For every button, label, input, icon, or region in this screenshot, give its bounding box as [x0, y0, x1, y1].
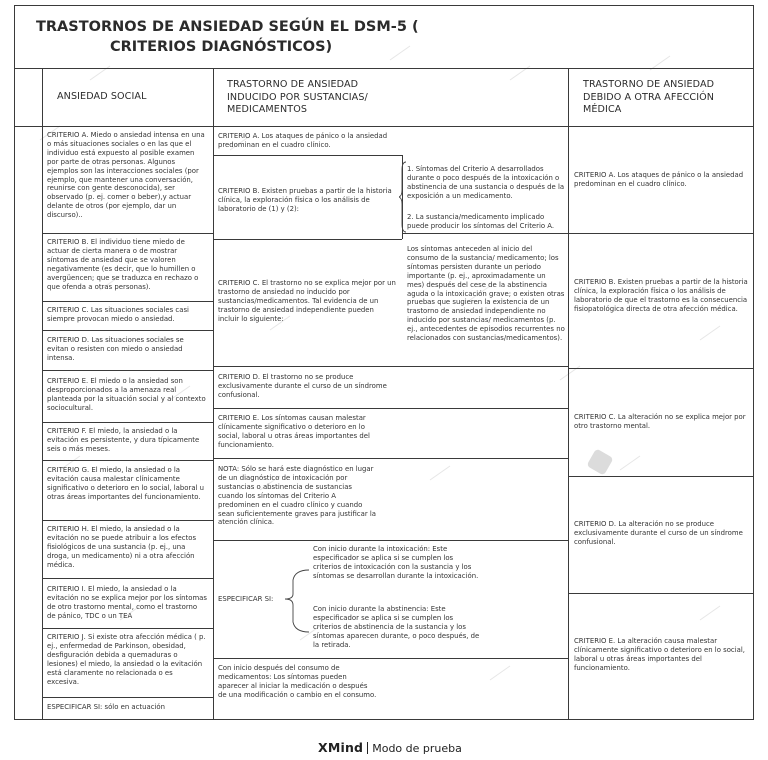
page-title — [36, 17, 456, 57]
brace-icon — [283, 568, 311, 634]
substance-criterio-a: CRITERIO A. Los ataques de pánico o la ansiedad predominan en el cuadro clínico. — [218, 132, 388, 149]
social-criterio-b: CRITERIO B. El individuo tiene miedo de actuar de cierta manera o de mostrar síntomas de ansiedad que se valoren negativamente (es decir, que lo humillen o avergüencen; que se traduzca en rechazo o que ofenda a otras personas). — [47, 238, 199, 291]
substance-especificar-item-1: Con inicio durante la intoxicación: Este especificador se aplica si se cumplen los criterios de intoxicación con la sustancia y los síntomas se desarrollan durante la intoxicación. — [313, 545, 479, 580]
substance-criterio-d: CRITERIO D. El trastorno no se produce exclusivamente durante el curso de un síndrome confusional. — [218, 373, 387, 399]
header-line: DEBIDO A OTRA AFECCIÓN — [583, 91, 715, 103]
divider — [402, 233, 568, 234]
substance-criterio-b: CRITERIO B. Existen pruebas a partir de la historia clínica, la exploración física o los análisis de laboratorio de (1) y (2): — [218, 187, 392, 213]
divider — [42, 628, 213, 629]
divider — [42, 301, 213, 302]
divider — [568, 368, 754, 369]
divider — [14, 126, 754, 127]
header-line: MÉDICA — [583, 104, 622, 115]
divider — [42, 578, 213, 579]
title-line-1: TRASTORNOS DE ANSIEDAD SEGÚN EL DSM-5 ( — [36, 19, 419, 35]
medical-criterio-d: CRITERIO D. La alteración no se produce exclusivamente durante el curso de un síndrome confusional. — [574, 520, 743, 546]
divider — [213, 239, 402, 240]
trial-mode-label: Modo de prueba — [372, 742, 462, 755]
header-line: TRASTORNO DE ANSIEDAD — [227, 79, 359, 90]
social-criterio-d: CRITERIO D. Las situaciones sociales se evitan o resisten con miedo o ansiedad intensa. — [47, 336, 184, 362]
social-criterio-g: CRITERIO G. El miedo, la ansiedad o la evitación causa malestar clínicamente significativo o deterioro en lo social, laboral u otras áreas importantes del funcionamiento. — [47, 466, 205, 501]
divider — [213, 366, 568, 367]
header-line: TRASTORNO DE ANSIEDAD — [583, 79, 715, 90]
medical-criterio-e: CRITERIO E. La alteración causa malestar clínicamente significativo o deterioro en lo social, laboral u otras áreas importantes del funcionamiento. — [574, 637, 745, 672]
divider — [14, 68, 754, 69]
divider — [213, 658, 568, 659]
social-criterio-e: CRITERIO E. El miedo o la ansiedad son desproporcionados a la amenaza real planteada por la situación social y al contexto sociocultural. — [47, 377, 206, 412]
substance-criterio-e: CRITERIO E. Los síntomas causan malestar clínicamente significativo o deterioro en lo social, laboral u otras áreas importantes del funcionamiento. — [218, 414, 370, 449]
divider — [568, 68, 569, 720]
divider — [42, 68, 43, 720]
substance-especificar-item-2: Con inicio durante la abstinencia: Este especificador se aplica si se cumplen los criterios de abstinencia de la sustancia y los síntomas aparecen durante, o poco después, de la retirada. — [313, 605, 480, 649]
brace-icon — [399, 160, 407, 234]
header-line: MEDICAMENTOS — [227, 104, 308, 115]
footer — [318, 740, 462, 755]
substance-nota: NOTA: Sólo se hará este diagnóstico en lugar de un diagnóstico de intoxicación por sustancias o abstinencia de sustancias cuando los síntomas del Criterio A predominen en el cuadro clínico y cuando sean suficientemente graves para justificar la atención clínica. — [218, 465, 376, 527]
header-substance-induced — [227, 79, 407, 117]
divider — [213, 408, 568, 409]
footer-separator — [367, 742, 368, 754]
substance-criterio-b-item-2: 2. La sustancia/medicamento implicado puede producir los síntomas del Criterio A. — [407, 213, 555, 230]
social-criterio-f: CRITERIO F. El miedo, la ansiedad o la evitación es persistente, y dura típicamente seis o más meses. — [47, 427, 200, 453]
divider — [213, 68, 214, 720]
title-line-2: CRITERIOS DIAGNÓSTICOS) — [110, 39, 333, 55]
social-criterio-c: CRITERIO C. Las situaciones sociales casi siempre provocan miedo o ansiedad. — [47, 306, 189, 323]
medical-criterio-b: CRITERIO B. Existen pruebas a partir de la historia clínica, la exploración física o los análisis de laboratorio de que el trastorno es la consecuencia fisiopatológica directa de otra afección médica. — [574, 278, 748, 313]
xmind-brand: XMind — [318, 740, 364, 755]
divider — [213, 458, 568, 459]
divider — [42, 460, 213, 461]
medical-criterio-a: CRITERIO A. Los ataques de pánico o la ansiedad predominan en el cuadro clínico. — [574, 171, 744, 188]
divider — [568, 476, 754, 477]
substance-inicio: Con inicio después del consumo de medicamentos: Los síntomas pueden aparecer al iniciar la medicación o después de una modificación o cambio en el consumo. — [218, 664, 377, 699]
social-especificar: ESPECIFICAR SI: sólo en actuación — [47, 703, 166, 711]
substance-criterio-c: CRITERIO C. El trastorno no se explica mejor por un trastorno de ansiedad no inducido por sustancias/medicamentos. Tal evidencia de un trastorno de ansiedad independiente pueden incluir lo siguiente: — [218, 279, 396, 323]
divider — [42, 697, 213, 698]
header-medical-condition — [583, 79, 753, 117]
divider — [42, 330, 213, 331]
divider — [213, 540, 568, 541]
divider — [42, 422, 213, 423]
substance-criterio-c-detail: Los síntomas anteceden al inicio del consumo de la sustancia/ medicamento; los síntomas persisten durante un periodo importante (p. ej., aproximadamente un mes) después del cese de la abstinencia aguda o la intoxicación grave; o existen otras pruebas que sugieren la existencia de un trastorno de ansiedad independiente no inducido por sustancias/ medicamentos (p. ej., antecedentes de episodios recurrentes no relacionados con sustancias/medicamentos). — [407, 245, 565, 343]
divider — [568, 593, 754, 594]
medical-criterio-c: CRITERIO C. La alteración no se explica mejor por otro trastorno mental. — [574, 413, 746, 430]
social-criterio-j: CRITERIO J. Si existe otra afección médica ( p. ej., enfermedad de Parkinson, obesidad, desfiguración debida a quemaduras o lesiones) el miedo, la ansiedad o la evitación está claramente no relacionada o es excesiva. — [47, 633, 206, 686]
social-criterio-a: CRITERIO A. Miedo o ansiedad intensa en una o más situaciones sociales o en las que el individuo está expuesto al posible examen por parte de otras personas. Algunos ejemplos son las interacciones sociales (por ejemplo, que mantener una conversación, reunirse con gente desconocida), ser observado (p. ej. comer o beber),y actuar delante de otros (por ejemplo, dar un discurso).. — [47, 131, 205, 220]
substance-criterio-b-item-1: 1. Síntomas del Criterio A desarrollados durante o poco después de la intoxicación o abstinencia de una sustancia o después de la exposición a un medicamento. — [407, 165, 565, 200]
social-criterio-h: CRITERIO H. El miedo, la ansiedad o la evitación no se puede atribuir a los efectos fisiológicos de una sustancia (p. ej., una droga, un medicamento) ni a otra afección médica. — [47, 525, 197, 569]
divider — [42, 520, 213, 521]
social-criterio-i: CRITERIO I. El miedo, la ansiedad o la evitación no se explica mejor por los síntomas de otro trastorno mental, como el trastorno de pánico, TDC o un TEA — [47, 585, 207, 620]
divider — [42, 233, 213, 234]
divider — [213, 155, 402, 156]
divider — [42, 370, 213, 371]
substance-especificar: ESPECIFICAR SI: — [218, 595, 274, 603]
header-social-anxiety: ANSIEDAD SOCIAL — [57, 91, 147, 102]
divider — [568, 233, 754, 234]
header-line: INDUCIDO POR SUSTANCIAS/ — [227, 91, 368, 103]
